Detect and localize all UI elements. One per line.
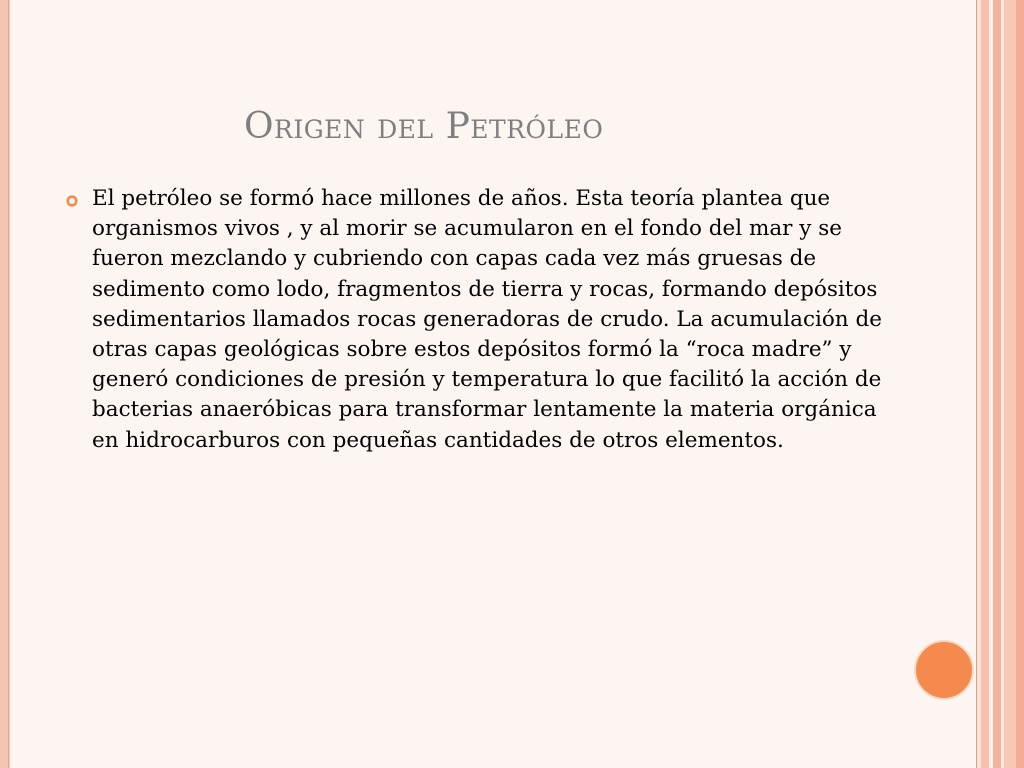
bullet-list — [62, 184, 892, 456]
stripe — [1004, 0, 1016, 768]
decorative-orange-circle — [914, 640, 974, 700]
right-decorative-stripes — [976, 0, 1024, 768]
stripe — [993, 0, 1001, 768]
left-decorative-bar — [0, 0, 10, 768]
ring-bullet-icon — [66, 194, 78, 206]
bullet-text: El petróleo se formó hace millones de años. Esta teoría plantea que organismos vivos , y al morir se acumularon en el fondo del mar y se fueron mezclando y cubriendo con capas cada vez más gruesas de sedimento como lodo, fragmentos de tierra y rocas, formando depósitos sedimentarios llamados rocas generadoras de crudo. La acumulación de otras capas geológicas sobre estos depósitos formó la “roca madre” y generó condiciones de presión y temperatura lo que facilitó la acción de bacterias anaeróbicas para transformar lentamente la materia orgánica en hidrocarburos con pequeñas cantidades de otros elementos. — [92, 186, 882, 453]
stripe — [981, 0, 989, 768]
stripe — [1016, 0, 1024, 768]
slide-title: Origen del Petróleo — [244, 106, 604, 147]
